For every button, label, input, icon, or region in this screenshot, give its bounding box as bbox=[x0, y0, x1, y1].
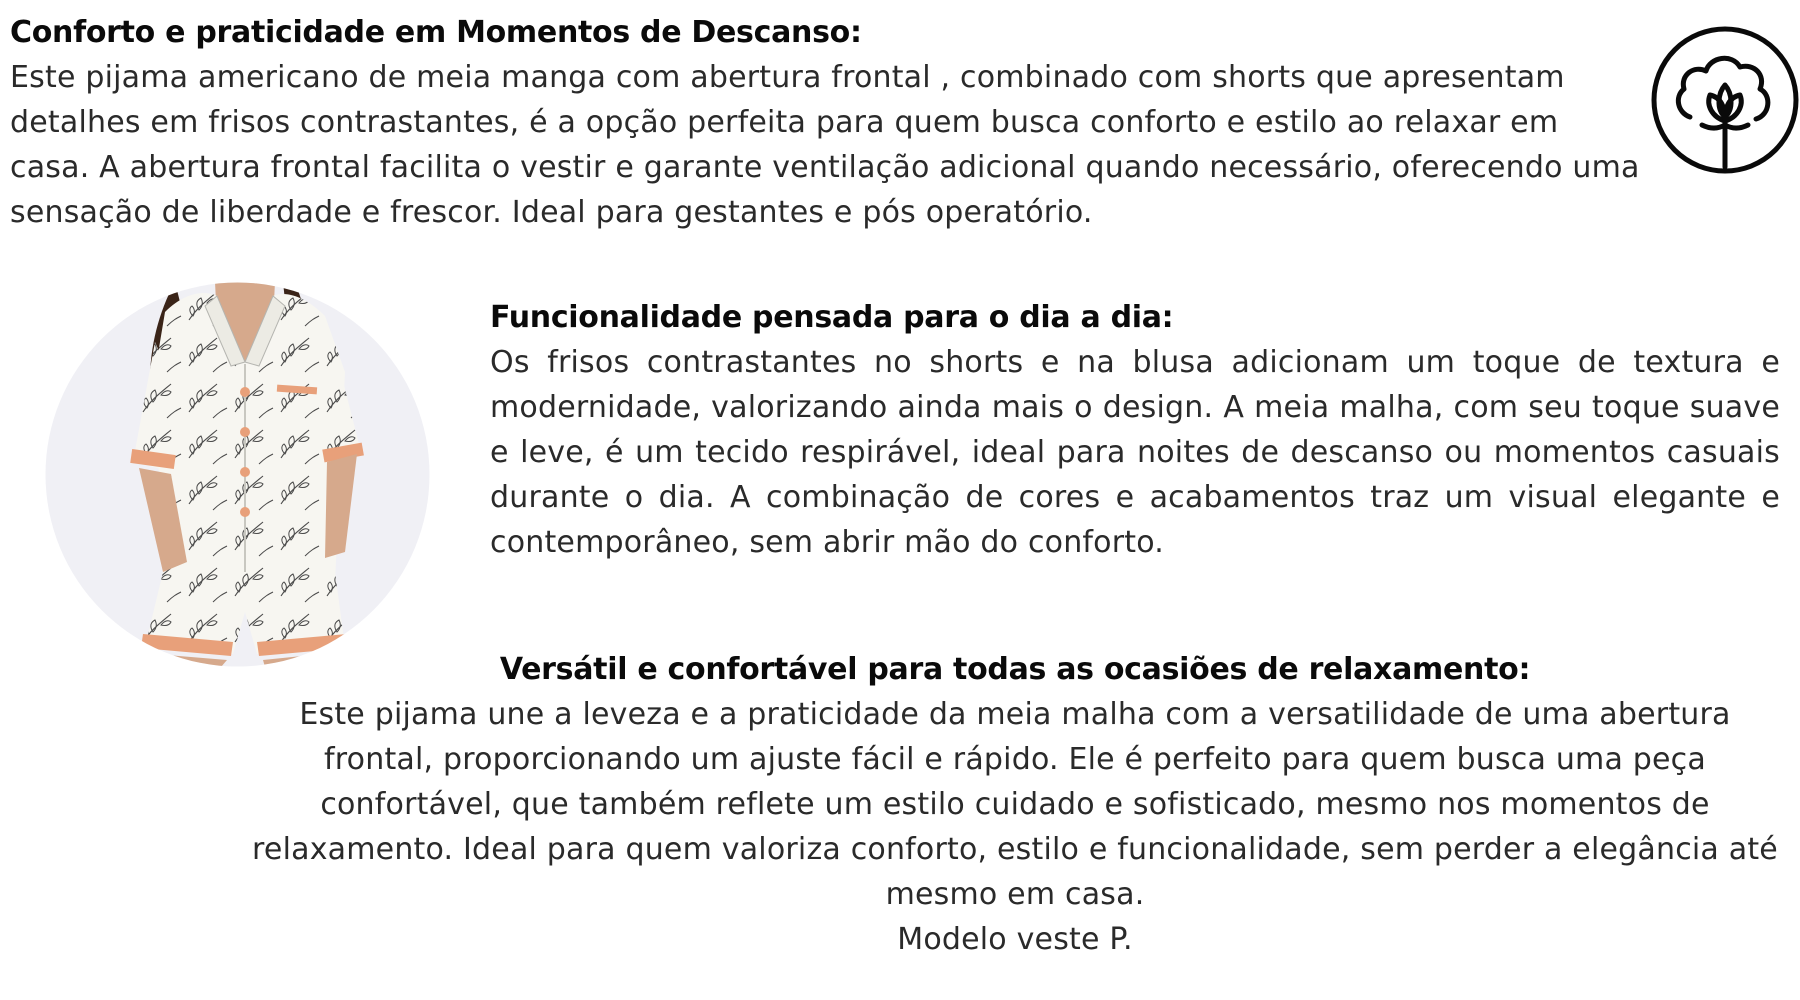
section-functionality bbox=[490, 295, 1780, 565]
model-size-note: Modelo veste P. bbox=[897, 922, 1133, 957]
model-photo bbox=[45, 282, 430, 667]
section-functionality-body: Os frisos contrastantes no shorts e na blusa adicionam um toque de textura e modernidade, valorizando ainda mais o design. A meia malha, com seu toque suave e leve, é um tecido respirável, ideal para noites de descanso ou momentos casuais durante o dia. A combinação de cores e acabamentos traz um visual elegante e contemporâneo, sem abrir mão do conforto. bbox=[490, 345, 1780, 560]
cotton-flower-icon bbox=[1650, 25, 1800, 175]
section-versatile bbox=[240, 647, 1790, 962]
section-versatile-heading: Versátil e confortável para todas as ocasiões de relaxamento: bbox=[499, 652, 1531, 687]
section-versatile-body: Este pijama une a leveza e a praticidade da meia malha com a versatilidade de uma abertura frontal, proporcionando um ajuste fácil e rápido. Ele é perfeito para quem busca uma peça confortável, que também reflete um estilo cuidado e sofisticado, mesmo nos momentos de relaxamento. Ideal para quem valoriza conforto, estilo e funcionalidade, sem perder a elegância até mesmo em casa. bbox=[252, 697, 1778, 912]
section-comfort-heading: Conforto e praticidade em Momentos de Descanso: bbox=[10, 15, 862, 50]
section-comfort-body: Este pijama americano de meia manga com abertura frontal , combinado com shorts que apresentam detalhes em frisos contrastantes, é a opção perfeita para quem busca conforto e estilo ao relaxar em casa. A abertura frontal facilita o vestir e garante ventilação adicional quando necessário, oferecendo uma sensação de liberdade e frescor. Ideal para gestantes e pós operatório. bbox=[10, 60, 1640, 230]
section-functionality-heading: Funcionalidade pensada para o dia a dia: bbox=[490, 300, 1174, 335]
section-comfort bbox=[10, 10, 1640, 235]
